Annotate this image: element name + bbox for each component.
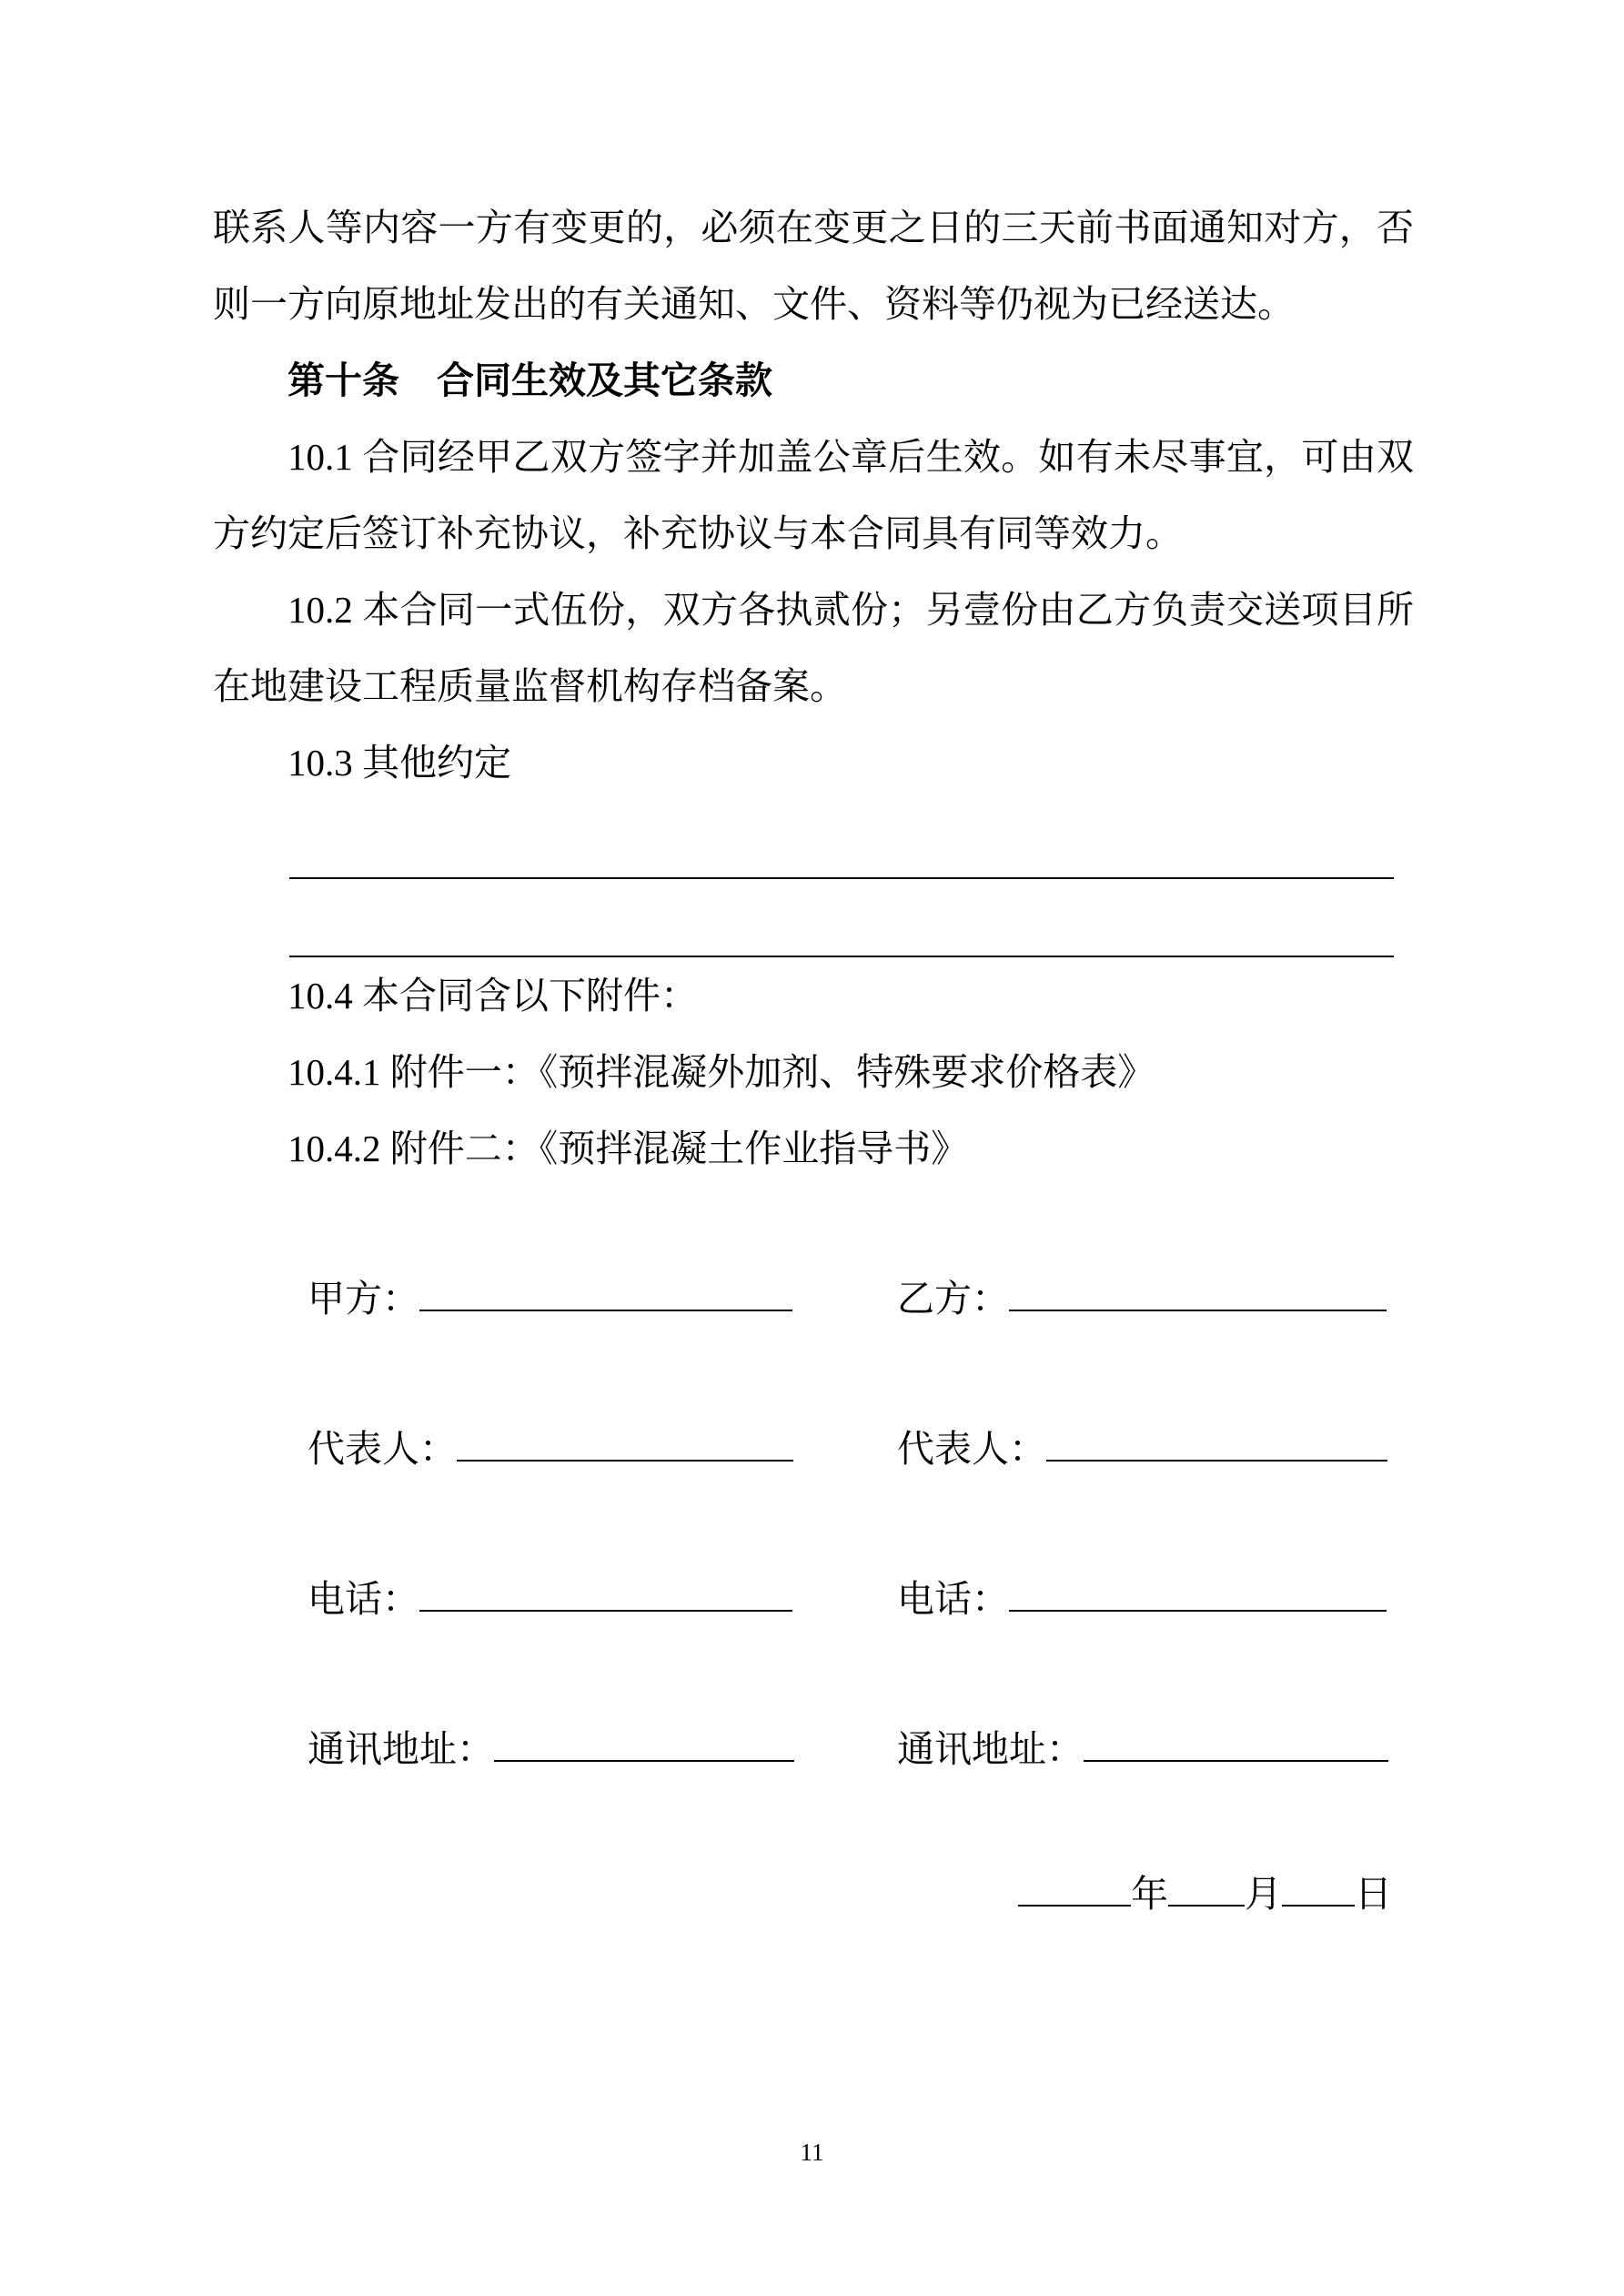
rep-a-label: 代表人： [308,1428,457,1470]
phone-b-cell [897,1561,1392,1637]
phone-b-label: 电话： [897,1578,1009,1620]
party-a-fill-line [419,1304,792,1311]
address-a-label: 通讯地址： [308,1728,494,1770]
paragraph-10-4-1: 10.4.1 附件一：《预拌混凝外加剂、特殊要求价格表》 [287,1051,1155,1093]
address-a-cell [308,1711,897,1787]
date-month-label: 月 [1245,1873,1282,1915]
document-content [213,189,1414,1932]
party-a-cell [308,1260,897,1337]
paragraph-10-4: 10.4 本合同含以下附件： [287,975,698,1017]
paragraph-continuation: 联系人等内容一方有变更的，必须在变更之日的三天前书面通知对方，否则一方向原地址发出的有关通知、文件、资料等仍视为已经送达。 [213,207,1414,325]
party-b-cell [897,1260,1392,1337]
phone-a-label: 电话： [308,1578,419,1620]
signature-row-address [213,1711,1414,1787]
rep-b-cell [897,1411,1392,1487]
signature-row-party [213,1260,1414,1337]
section-heading-article-10: 第十条 合同生效及其它条款 [287,359,772,401]
date-year-label: 年 [1131,1873,1168,1915]
rep-a-fill-line [457,1454,793,1462]
address-a-fill-line [494,1755,794,1762]
fill-in-line-1 [289,801,1394,879]
phone-a-cell [308,1561,897,1637]
rep-a-cell [308,1411,897,1487]
rep-b-fill-line [1046,1454,1387,1462]
paragraph-10-3: 10.3 其他约定 [287,742,511,784]
party-b-fill-line [1009,1304,1387,1311]
date-day-fill-line [1282,1899,1355,1907]
phone-b-fill-line [1009,1604,1387,1612]
date-day-label: 日 [1355,1873,1392,1915]
signature-row-representative [213,1411,1414,1487]
party-b-label: 乙方： [897,1278,1009,1320]
signature-row-phone [213,1561,1414,1637]
rep-b-label: 代表人： [897,1428,1046,1470]
fill-in-line-2 [289,879,1394,957]
address-b-cell [897,1711,1392,1787]
paragraph-10-1: 10.1 合同经甲乙双方签字并加盖公章后生效。如有未尽事宜，可由双方约定后签订补充协议，补充协议与本合同具有同等效力。 [213,436,1414,554]
party-a-label: 甲方： [308,1278,419,1320]
paragraph-10-2: 10.2 本合同一式伍份，双方各执贰份；另壹份由乙方负责交送项目所在地建设工程质量监督机构存档备案。 [213,589,1414,707]
address-b-label: 通讯地址： [897,1728,1084,1770]
date-line [213,1856,1414,1932]
date-month-fill-line [1168,1899,1245,1907]
page-number: 11 [800,2139,824,2166]
phone-a-fill-line [419,1604,792,1612]
address-b-fill-line [1084,1755,1388,1762]
date-year-fill-line [1018,1899,1131,1907]
paragraph-10-4-2: 10.4.2 附件二：《预拌混凝土作业指导书》 [287,1128,969,1169]
